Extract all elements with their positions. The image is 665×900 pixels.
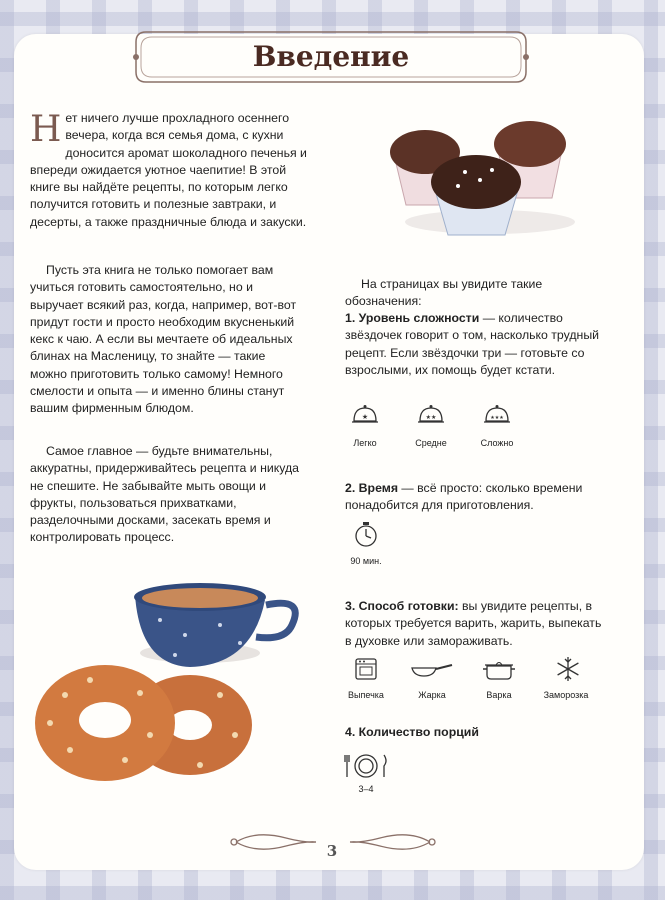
- method-label-freezing: Заморозка: [543, 690, 589, 700]
- dropcap: Н: [30, 109, 62, 150]
- pot-icon: [482, 657, 516, 681]
- oven-icon: [354, 657, 378, 681]
- method-label-frying: Жарка: [418, 690, 446, 700]
- method-text: вы увидите рецепты, в которых требуется варить, жарить, выпекать в духовке или замораживать.: [345, 599, 602, 648]
- svg-text:★★: ★★: [425, 415, 437, 421]
- svg-text:★★★: ★★★: [490, 415, 504, 421]
- svg-text:★: ★: [361, 414, 369, 421]
- difficulty-label-easy: Легко: [353, 438, 377, 448]
- legend-intro: На страницах вы увидите такие обозначения:: [345, 277, 543, 309]
- portions-example-label: 3–4: [358, 784, 374, 794]
- cloche-three-stars-icon: [484, 404, 510, 426]
- time-heading: 2. Время: [345, 481, 399, 495]
- time-example-label: 90 мин.: [350, 556, 382, 566]
- intro-text-1: ет ничего лучше прохладного осеннего вечера, когда вся семья дома, с кухни доносится аромат шоколадного печенья и впереди ожидается уютное чаепитие! В этой книге вы найдёте рецепты, по которым легко получится готовить и полезные завтраки, и десерты, а также праздничные блюда и закуски.: [30, 111, 307, 229]
- time-text: — всё просто: сколько времени понадобится для приготовления.: [345, 481, 583, 513]
- legend-time: [345, 480, 610, 515]
- cloche-one-star-icon: [352, 404, 378, 426]
- cupcakes-illustration: [380, 110, 580, 240]
- stopwatch-icon: [353, 520, 379, 548]
- legend-method: [345, 598, 610, 650]
- tea-and-bagels-illustration: [30, 575, 310, 790]
- frying-pan-icon: [410, 660, 454, 680]
- portions-heading: 4. Количество порций: [345, 725, 479, 739]
- cloche-two-stars-icon: [418, 404, 444, 426]
- difficulty-label-medium: Средне: [415, 438, 447, 448]
- intro-paragraph-3: Самое главное — будьте внимательны, аккуратны, придерживайтесь рецепта и никуда не спешите. Не забывайте мыть овощи и фрукты, пользоваться прихватками, разделочными досками, засекать время и контролировать процесс.: [30, 444, 300, 545]
- plate-cutlery-icon: [343, 753, 389, 779]
- snowflake-icon: [555, 656, 581, 682]
- difficulty-text: — количество звёздочек говорит о том, насколько трудный рецепт. Если звёздочки три — готовьте со взрослыми, их помощь будет кстати.: [345, 311, 600, 377]
- legend-difficulty: [345, 310, 605, 379]
- page-title: Введение: [252, 40, 410, 73]
- method-label-baking: Выпечка: [348, 690, 384, 700]
- difficulty-label-hard: Сложно: [480, 438, 514, 448]
- intro-paragraph-2: Пусть эта книга не только помогает вам учиться готовить самостоятельно, но и выручает всякий раз, когда, например, вот-вот придут гости и просто необходим вкусненький кекс к чаю. А если вы мечтаете об идеальных блинах на Масленицу, то знайте — такие можно приготовить только самому! Немного смелости и опыта — и именно блины станут вашим фирменным блюдом.: [30, 263, 297, 416]
- page-number: 3: [326, 842, 338, 860]
- method-heading: 3. Способ готовки:: [345, 599, 459, 613]
- method-label-boiling: Варка: [486, 690, 512, 700]
- intro-paragraph-1: [30, 110, 315, 231]
- difficulty-heading: 1. Уровень сложности: [345, 311, 480, 325]
